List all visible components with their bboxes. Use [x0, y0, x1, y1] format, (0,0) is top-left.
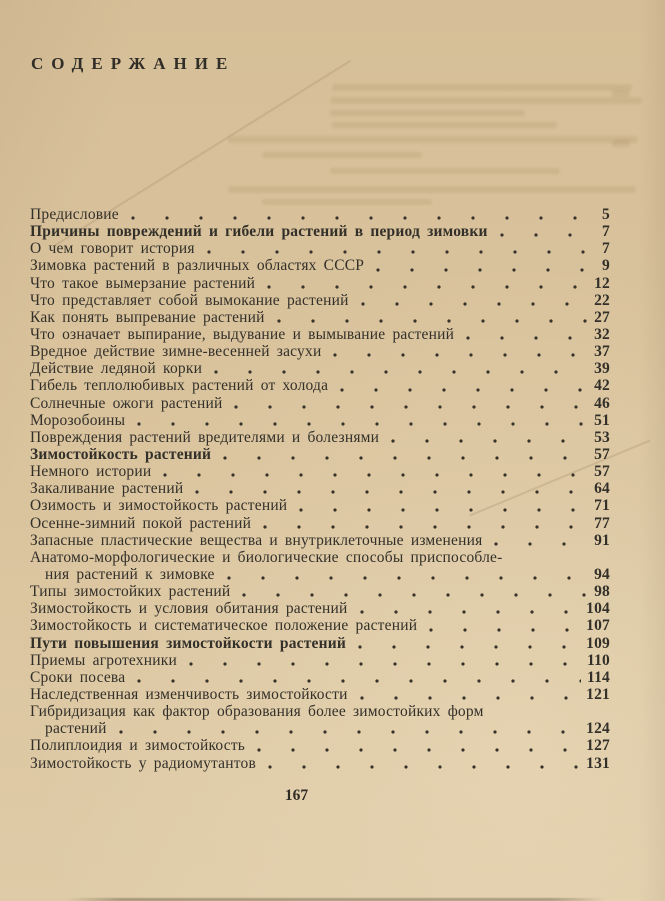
toc-entry-title: Анатомо-морфологические и биологические способы приспособле- [30, 548, 503, 566]
dot-leader [189, 661, 581, 667]
dot-leader [360, 609, 581, 615]
toc-entry-title: Зимостойкость и систематическое положение растений [30, 617, 418, 635]
dot-leader [242, 592, 588, 598]
toc-entry-page: 104 [586, 600, 610, 618]
toc-entry-page: 124 [586, 720, 610, 738]
toc-entry [30, 206, 610, 223]
toc-entry [30, 755, 610, 772]
bleedthrough-line [228, 136, 638, 143]
toc-entry [30, 652, 610, 669]
toc-entry [30, 583, 610, 600]
toc-entry [30, 703, 610, 720]
dot-leader [214, 369, 588, 375]
toc-entry-page: 91 [594, 531, 610, 549]
dot-leader [223, 455, 588, 461]
toc-entry-page: 57 [594, 463, 610, 481]
toc-entry-page: 57 [594, 445, 610, 463]
toc-entry-page: 5 [602, 206, 610, 223]
dot-leader [361, 301, 588, 307]
toc-entry-page: 107 [586, 617, 610, 635]
toc-entry-page: 37 [594, 343, 610, 361]
toc-entry [30, 275, 610, 292]
toc-entry-title: Как понять выпревание растений [30, 308, 265, 326]
toc-entry-title: Действие ледяной корки [30, 360, 203, 378]
toc-entry-title: Зимостойкость у радиомутантов [30, 754, 256, 772]
toc-entry [30, 515, 610, 532]
bleedthrough-line [330, 97, 642, 104]
toc-entry-page: 94 [594, 565, 610, 583]
toc-entry-page: 22 [594, 291, 610, 309]
toc-entry-title: ния растений к зимовке [45, 565, 215, 583]
dot-leader [277, 318, 588, 324]
toc-entry-page: 110 [587, 651, 610, 669]
dot-leader [267, 284, 588, 290]
dot-leader [494, 541, 588, 547]
toc-entry [30, 635, 610, 652]
bleedthrough-line [332, 122, 557, 128]
toc-entry-page: 51 [594, 411, 610, 429]
toc-entry-page: 7 [602, 240, 610, 258]
toc-entry [30, 480, 610, 497]
toc-entry-page: 71 [594, 497, 610, 515]
toc-entry-page: 109 [586, 634, 610, 652]
toc-entry [30, 737, 610, 754]
toc-entry-page: 7 [602, 223, 610, 241]
toc-entry-title: Гибридизация как фактор образования более зимостойких форм [30, 703, 484, 721]
toc-entry [30, 429, 610, 446]
bleedthrough-line [262, 199, 432, 205]
toc-entry-page: 27 [594, 308, 610, 326]
toc-entry-title: Приемы агротехники [30, 651, 177, 669]
toc-entry-title: растений [45, 720, 107, 738]
toc-entry-page: 9 [602, 257, 610, 275]
dot-leader [500, 232, 596, 238]
dot-leader [257, 747, 580, 753]
bleedthrough-line [332, 84, 632, 91]
toc-entry [30, 497, 610, 514]
toc-entry-title: Немного истории [30, 463, 152, 481]
dot-leader [299, 507, 588, 513]
dot-leader [358, 644, 580, 650]
dot-leader [360, 695, 581, 701]
toc-entry-page: 64 [594, 480, 610, 498]
toc-entry-title: Что означает выпирание, выдувание и вымывание растений [30, 325, 455, 343]
toc-entry-page: 53 [594, 428, 610, 446]
toc-entry-title: Что такое вымерзание растений [30, 274, 256, 292]
toc-entry-page: 32 [594, 325, 610, 343]
dot-leader [163, 472, 588, 478]
bleedthrough-line [228, 186, 636, 193]
page-title: СОДЕРЖАНИЕ [31, 54, 236, 73]
toc-entry [30, 669, 610, 686]
toc-entry-title: Зимостойкость и условия обитания растений [30, 600, 348, 618]
toc-entry-title: Зимовка растений в различных областях СССР [30, 257, 365, 275]
dot-leader [268, 764, 580, 770]
toc-entry [30, 292, 610, 309]
dot-leader [227, 575, 588, 581]
toc-entry-page: 42 [594, 377, 610, 395]
toc-entry-page: 98 [594, 583, 610, 601]
dot-leader [131, 215, 596, 221]
toc-entry-title: Причины повреждений и гибели растений в период зимовки [30, 223, 488, 241]
bleedthrough-mark [612, 90, 630, 97]
toc-entry-page: 46 [594, 394, 610, 412]
toc-entry-title: Предисловие [30, 206, 119, 223]
toc-entry-title: Озимость и зимостойкость растений [30, 497, 288, 515]
bleedthrough-line [262, 152, 422, 158]
toc-entry-title: О чем говорит история [30, 240, 195, 258]
toc-entry-title: Морозобоины [30, 411, 126, 429]
dot-leader [234, 404, 588, 410]
toc-entry-title: Повреждения растений вредителями и болезнями [30, 428, 380, 446]
toc-entry [30, 617, 610, 634]
dot-leader [137, 421, 588, 427]
toc-entry-title: Вредное действие зимне-весенней засухи [30, 343, 322, 361]
toc-entry [30, 549, 610, 566]
dot-leader [137, 678, 581, 684]
toc-entry-title: Полиплоидия и зимостойкость [30, 737, 246, 755]
toc-entry [30, 463, 610, 480]
toc-entry-title: Типы зимостойких растений [30, 583, 231, 601]
page-number: 167 [284, 787, 309, 804]
dot-leader [466, 335, 588, 341]
dot-leader [263, 524, 588, 530]
toc-entry-title: Зимостойкость растений [30, 445, 212, 463]
toc-entry [30, 720, 610, 737]
toc-entry [30, 446, 610, 463]
toc-entry [30, 600, 610, 617]
toc-entry-page: 114 [587, 668, 610, 686]
toc-entry-page: 131 [586, 754, 610, 772]
toc-entry [30, 309, 610, 326]
toc-entry [30, 360, 610, 377]
dot-leader [333, 352, 588, 358]
dot-leader [119, 729, 580, 735]
toc-entry [30, 395, 610, 412]
toc-entry [30, 377, 610, 394]
toc-entry-title: Сроки посева [30, 668, 126, 686]
toc-entry-title: Осенне-зимний покой растений [30, 514, 252, 532]
toc-entry [30, 686, 610, 703]
table-of-contents [30, 206, 610, 772]
dot-leader [429, 627, 580, 633]
bleedthrough-mark [612, 140, 630, 147]
toc-entry-title: Солнечные ожоги растений [30, 394, 223, 412]
bleedthrough-line [330, 110, 525, 116]
dot-leader [391, 438, 588, 444]
bleedthrough-line [330, 168, 560, 174]
toc-entry-page: 77 [594, 514, 610, 532]
toc-entry [30, 566, 610, 583]
toc-entry-title: Что представляет собой вымокание растений [30, 291, 349, 309]
toc-entry [30, 223, 610, 240]
toc-entry-title: Пути повышения зимостойкости растений [30, 634, 347, 652]
toc-entry [30, 326, 610, 343]
toc-entry [30, 257, 610, 274]
dot-leader [376, 267, 596, 273]
toc-entry [30, 412, 610, 429]
toc-entry-title: Наследственная изменчивость зимостойкости [30, 685, 348, 703]
toc-entry [30, 532, 610, 549]
dot-leader [195, 489, 588, 495]
toc-entry [30, 240, 610, 257]
toc-entry-page: 39 [594, 360, 610, 378]
toc-entry-title: Гибель теплолюбивых растений от холода [30, 377, 329, 395]
toc-entry [30, 343, 610, 360]
toc-entry-page: 12 [594, 274, 610, 292]
toc-entry-page: 121 [586, 685, 610, 703]
toc-entry-title: Закаливание растений [30, 480, 184, 498]
dot-leader [340, 387, 588, 393]
toc-entry-page: 127 [586, 737, 610, 755]
toc-entry-title: Запасные пластические вещества и внутриклеточные изменения [30, 531, 483, 549]
dot-leader [207, 249, 596, 255]
